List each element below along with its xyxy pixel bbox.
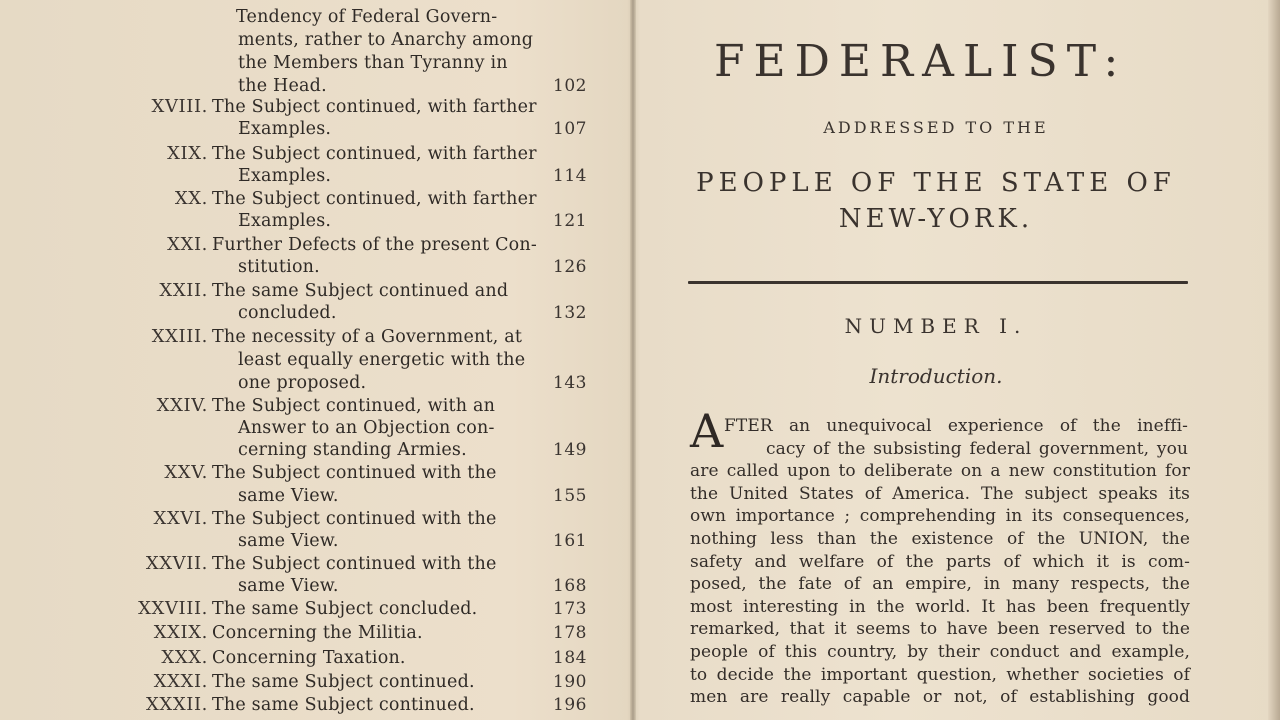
toc-entry-number: XXIV. [156,395,208,416]
toc-entry-text: The Subject continued with the [212,554,497,574]
toc-page-number: 184 [553,648,587,668]
body-text-line: own importance ; comprehending in its consequences, [690,506,1190,527]
people-line: PEOPLE OF THE STATE OF [696,168,1176,198]
toc-entry-number: XXX. [161,647,208,668]
toc-page-number: 149 [553,440,587,460]
toc-page-number: 126 [553,257,587,277]
toc-page-number: 132 [553,303,587,323]
toc-entry-number: XXVII. [145,553,208,574]
toc-page-number: 190 [553,672,587,692]
toc-entry-text: Concerning the Militia. [212,623,423,643]
body-text-line: nothing less than the existence of the UNION, the [690,529,1190,549]
toc-entry-text: ments, rather to Anarchy among [238,30,534,50]
body-text-line: most interesting in the world. It has been frequently [690,596,1190,617]
toc-page-number: 114 [553,166,587,186]
toc-entry-text: The same Subject continued and [212,281,509,301]
toc-page-number: 143 [553,373,587,393]
toc-entry-text: Examples. [238,119,332,139]
toc-entry-text: The Subject continued, with farther [212,144,537,164]
toc-entry-text: The Subject continued, with farther [212,189,537,209]
body-text-line: are called upon to deliberate on a new constitution for [690,461,1190,482]
toc-entry-text: Concerning Taxation. [212,648,406,668]
toc-entry-number: XXII. [159,280,208,301]
toc-entry-text: one proposed. [238,373,367,393]
page-edge [1268,0,1280,720]
toc-entry-text: same View. [238,486,339,506]
toc-entry-text: the Head. [238,76,327,96]
toc-page-number: 196 [553,695,587,715]
drop-cap: A [690,404,724,458]
toc-entry-text: cerning standing Armies. [238,440,467,460]
toc-entry-number: XVIII. [151,96,208,117]
toc-entry-text: The Subject continued with the [212,463,497,483]
toc-entry-text: Answer to an Objection con- [238,418,495,438]
toc-page-number: 107 [553,119,587,139]
body-text-line: FTER an unequivocal experience of the ineffi- [724,416,1188,436]
toc-entry-text: same View. [238,531,339,551]
toc-entry-number: XXVIII. [138,598,208,619]
toc-entry-number: XXI. [167,234,208,255]
toc-page-number: 178 [553,623,587,643]
page-title: FEDERALIST: [714,36,1128,87]
toc-page-number: 155 [553,486,587,506]
table-of-contents-page [0,0,630,720]
toc-entry-text: concluded. [238,303,337,323]
introduction-heading: Introduction. [869,364,1003,388]
toc-entry-number: XX. [174,188,208,209]
number-heading: NUMBER I. [844,314,1028,338]
toc-page-number: 168 [553,576,587,596]
body-text-line: the United States of America. The subject speaks its [690,483,1190,504]
toc-entry-text: The Subject continued with the [212,509,497,529]
toc-entry-text: Further Defects of the present Con- [212,235,537,255]
toc-entry-number: XXVI. [153,508,208,529]
toc-entry-text: same View. [238,576,339,596]
addressed-line: ADDRESSED TO THE [823,118,1049,137]
body-text-line: cacy of the subsisting federal government, you [766,438,1188,459]
book-gutter [630,0,636,720]
toc-entry-text: The same Subject continued. [212,672,475,692]
toc-page-number: 102 [553,76,587,96]
toc-entry-text: The necessity of a Government, at [212,327,523,347]
body-text-line: people of this country, by their conduct and example, [690,642,1190,662]
body-text-line: to decide the important question, whether societies of [690,664,1190,685]
body-text-line: men are really capable or not, of establishing good [690,687,1190,708]
toc-entry-number: XXV. [164,462,208,483]
toc-entry-text: Tendency of Federal Govern- [236,7,498,27]
toc-page-number: 161 [553,531,587,551]
toc-entry-text: The Subject continued, with farther [212,97,537,117]
divider-rule [688,281,1188,284]
toc-entry-text: The same Subject concluded. [212,599,478,619]
body-text-line: posed, the fate of an empire, in many respects, the [690,574,1190,595]
toc-entry-text: least equally energetic with the [238,350,526,370]
toc-entry-text: Examples. [238,166,332,186]
toc-entry-text: the Members than Tyranny in [238,53,508,73]
body-text-line: remarked, that it seems to have been reserved to the [690,619,1190,640]
toc-entry-text: stitution. [238,257,320,277]
toc-entry-number: XXXI. [153,671,208,692]
toc-entry-text: Examples. [238,211,332,231]
toc-entry-text: The same Subject continued. [212,695,475,715]
toc-entry-number: XXXII. [146,694,208,715]
toc-page-number: 121 [553,211,587,231]
toc-entry-number: XIX. [167,143,208,164]
toc-entry-text: The Subject continued, with an [212,396,496,416]
body-text-line: safety and welfare of the parts of which it is com- [690,551,1190,572]
toc-entry-number: XXIII. [151,326,208,347]
toc-page-number: 173 [553,599,587,619]
state-line: NEW-YORK. [838,204,1034,234]
toc-entry-number: XXIX. [153,622,208,643]
